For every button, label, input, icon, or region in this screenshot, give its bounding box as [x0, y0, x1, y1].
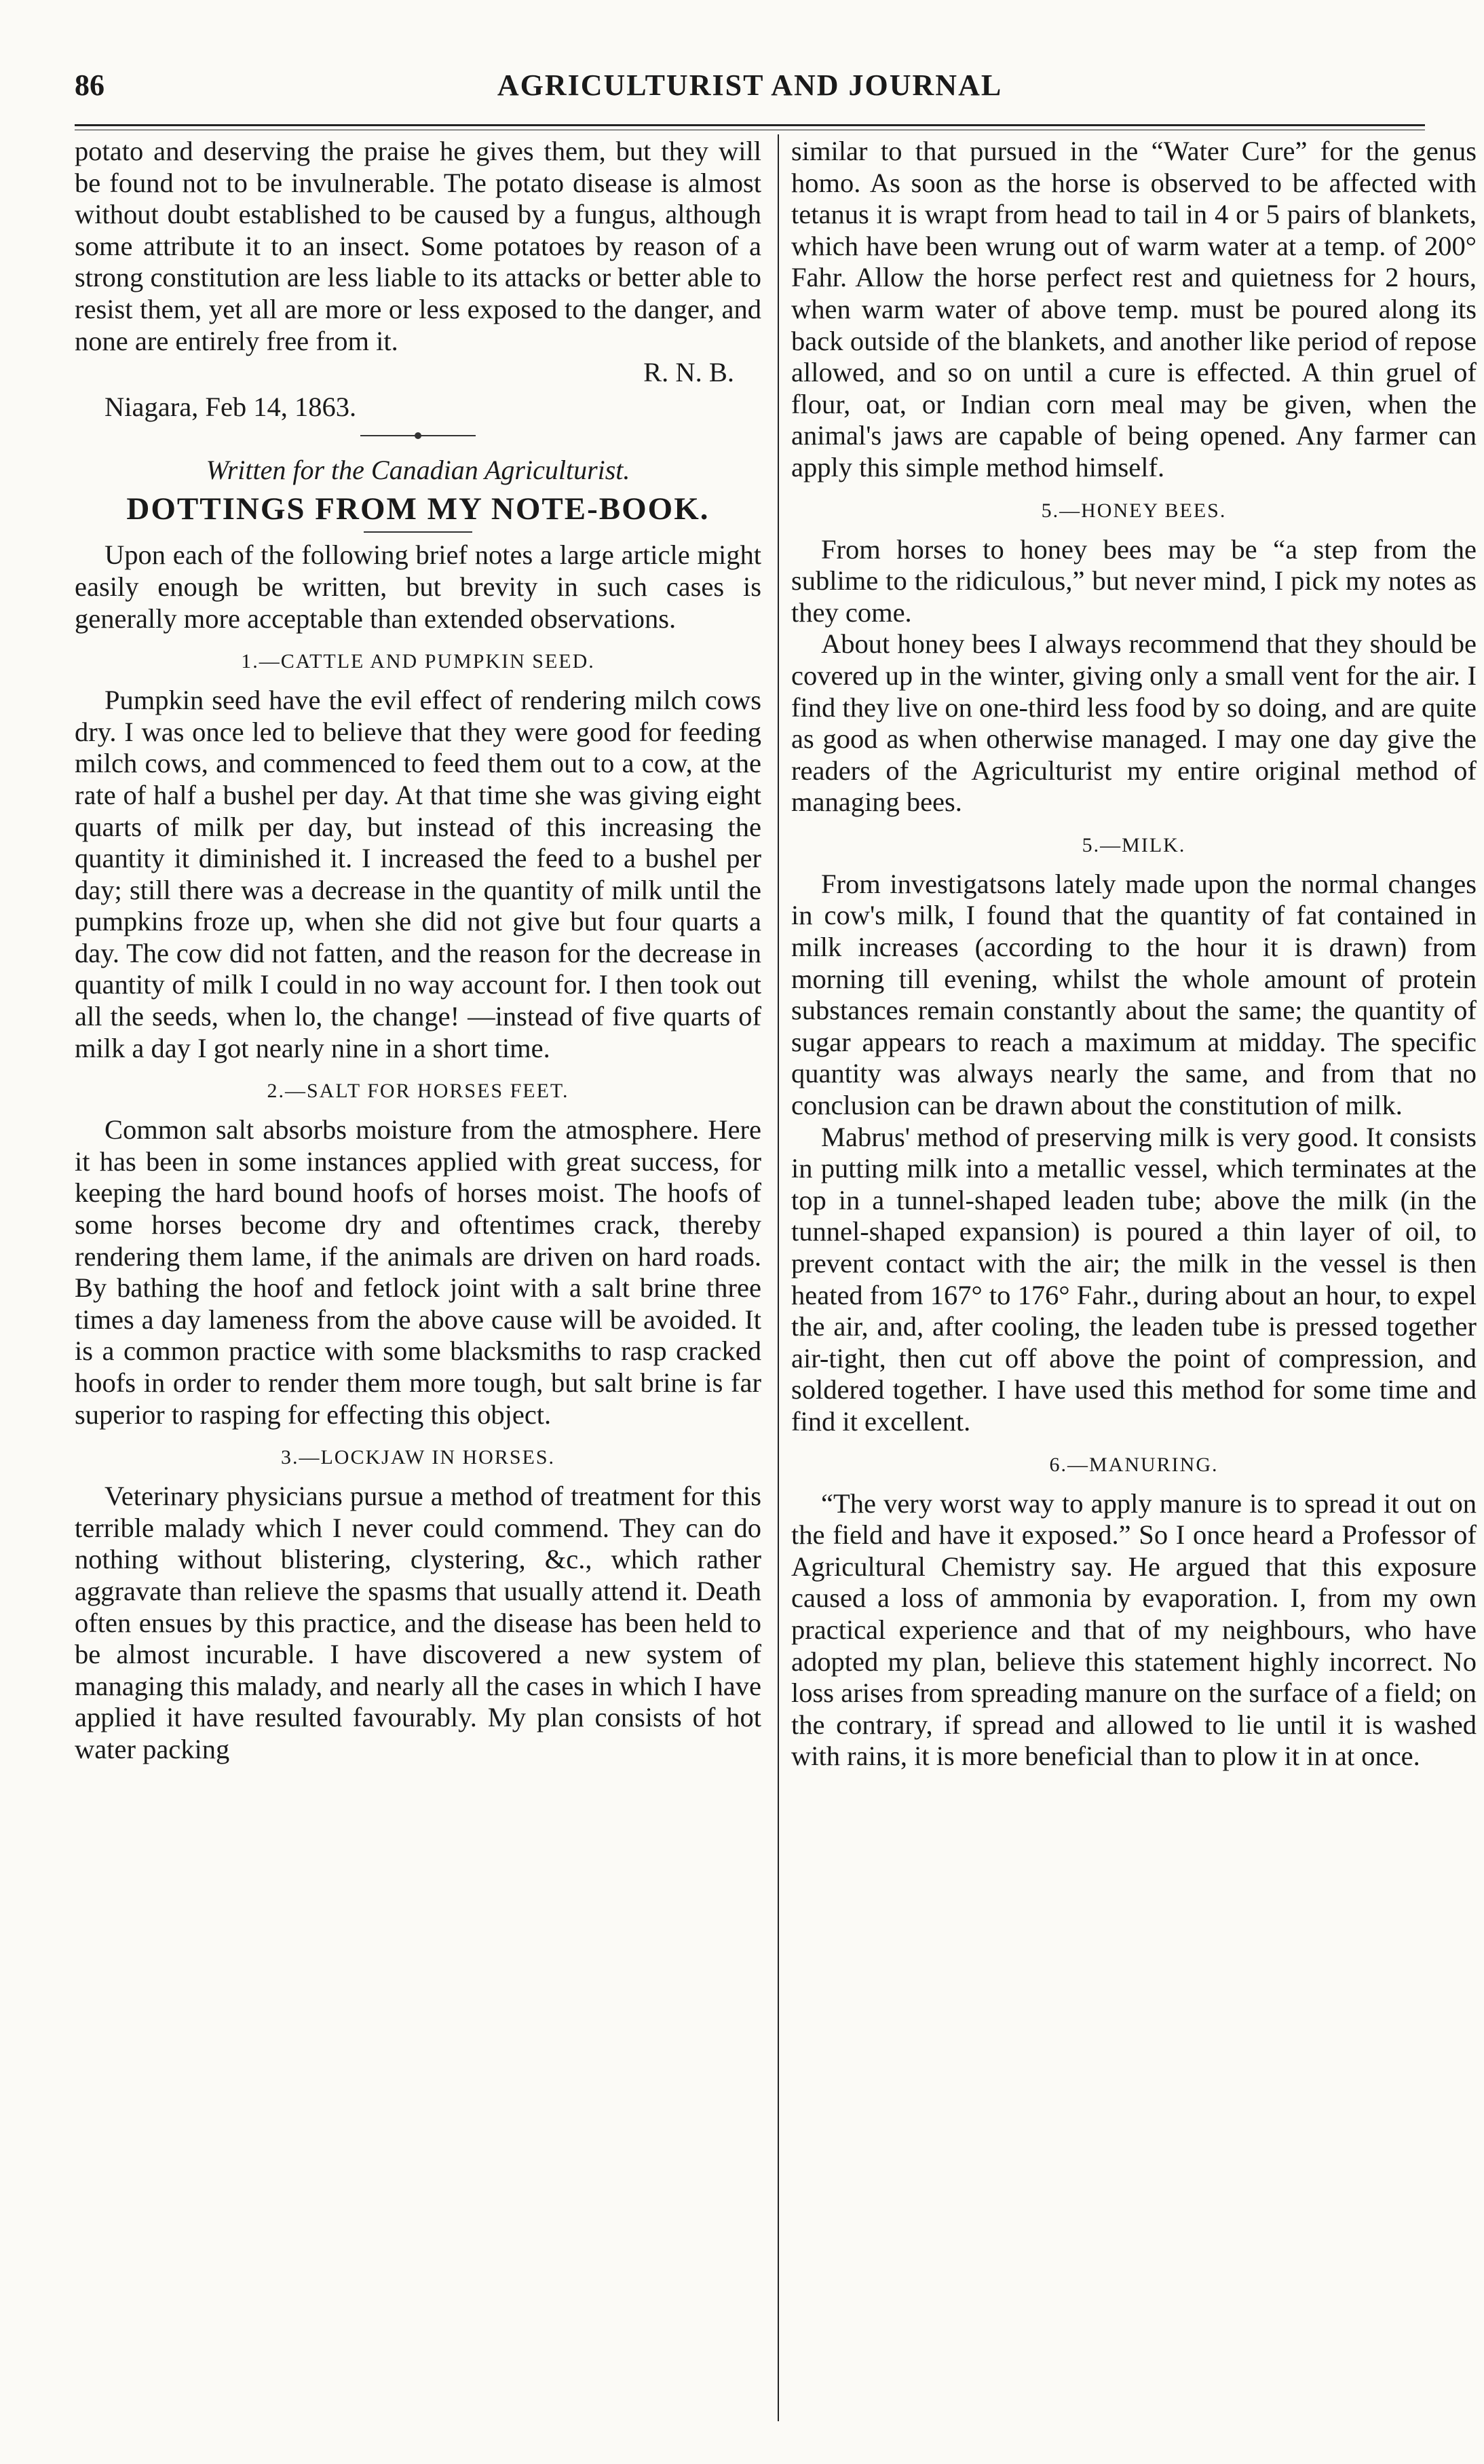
place-date: Niagara, Feb 14, 1863.: [104, 391, 357, 422]
section-paragraph: Veterinary physicians pursue a method of treatment for this terrible malady which I never could commend. They can do nothing without blistering, clystering, &c., which rather aggravate than relieve the spasms that usually attend it. Death often ensues by this practice, and the disease has been held to be almost incurable. I have discovered a new system of managing this malady, and nearly all the cases in which I have applied it have resulted favourably. My plan consists of hot water packing: [75, 1481, 761, 1764]
section-paragraph: From investigatsons lately made upon the normal changes in cow's milk, I found that the quantity of fat contained in milk increases (according to the hour it is drawn) from morning till evening, whilst the whole amount of protein substances remain constantly about the same; the quantity of sugar appears to reach a maximum at midday. The specific quantity was always nearly the same, and from that no conclusion can be drawn about the constitution of milk.: [791, 868, 1477, 1121]
section-paragraph: About honey bees I always recommend that they should be covered up in the winter, giving only a small vent for the air. I find they live on one-third less food by so doing, and are quite as good as when otherwise managed. I may one day give the readers of the Agriculturist my entire original method of managing bees.: [791, 628, 1477, 818]
section-paragraph: From horses to honey bees may be “a step from the sublime to the ridiculous,” but never mind, I pick my notes as they come.: [791, 533, 1477, 628]
header-rule: [75, 124, 1425, 126]
section-heading: 5.—HONEY BEES.: [1041, 499, 1227, 522]
ornament-dot: [415, 432, 421, 439]
right-column: [791, 136, 1477, 1773]
section-heading: 1.—CATTLE AND PUMPKIN SEED.: [241, 650, 595, 673]
byline: Written for the Canadian Agriculturist.: [206, 455, 630, 486]
section-heading: 5.—MILK.: [1082, 833, 1186, 856]
section-paragraph: Pumpkin seed have the evil effect of rendering milch cows dry. I was once led to believe that they were good for feeding milch cows, and commenced to feed them out to a cow, at the rate of half a bushel per day. At that time she was giving eight quarts of milk per day, but instead of this increasing the quantity it diminished it. I increased the feed to a bushel per day; still there was a decrease in the quantity of milk until the pumpkins froze up, when she did not give but four quarts a day. The cow did not fatten, and the reason for the decrease in quantity of milk I could in no way account for. I then took out all the seeds, when lo, the change! —instead of five quarts of milk a day I got nearly nine in a short time.: [75, 685, 761, 1063]
section-paragraph: Mabrus' method of preserving milk is very good. It consists in putting milk into a metallic vessel, which terminates at the top in a tunnel-shaped leaden tube; above the milk (in the tunnel-shaped expansion) is poured a thin layer of oil, to prevent contact with the air; the milk in the vessel is then heated from 167° to 176° Fahr., during about an hour, to expel the air, and, after cooling, the leaden tube is pressed together air-tight, then cut off above the point of compression, and soldered together. I have used this method for some time and find it excellent.: [791, 1121, 1477, 1437]
left-column: [75, 136, 761, 1766]
title-rule: [364, 531, 472, 533]
page-number: 86: [75, 69, 104, 102]
signature: R. N. B.: [643, 357, 734, 388]
section-paragraph: “The very worst way to apply manure is to spread it out on the field and have it exposed.” So I once heard a Professor of Agricultural Chemistry say. He argued that this exposure caused a loss of ammonia by evaporation. I, from my own practical experience and that of my neighbours, who have adopted my plan, believe this statement highly incorrect. No loss arises from spreading manure on the surface of a field; on the contrary, if spread and allowed to lie until it is washed with rains, it is more beneficial than to plow it in at once.: [791, 1487, 1477, 1772]
page-header: [75, 68, 1425, 115]
running-title: AGRICULTURIST AND JOURNAL: [497, 69, 1003, 102]
column-divider: [778, 134, 779, 2421]
section-heading: 6.—MANURING.: [1049, 1453, 1219, 1476]
right-continuation: similar to that pursued in the “Water Cure” for the genus homo. As soon as the horse is observed to be affected with tetanus it is wrapt from head to tail in 4 or 5 pairs of blankets, which have been wrung out of warm water at a temp. of 200° Fahr. Allow the horse perfect rest and quietness for 2 hours, when warm water of above temp. must be poured along its back outside of the blankets, and another like period of repose allowed, and so on until a cure is effected. A thin gruel of flour, oat, or Indian corn meal may be given, when the animal's jaws are capable of being opened. Any farmer can apply this simple method himself.: [791, 136, 1477, 482]
article-intro: Upon each of the following brief notes a large article might easily enough be written, but brevity in such cases is generally more acceptable than extended observations.: [75, 539, 761, 634]
article-title: DOTTINGS FROM MY NOTE-BOOK.: [126, 491, 710, 527]
section-heading: 2.—SALT FOR HORSES FEET.: [267, 1080, 569, 1103]
section-paragraph: Common salt absorbs moisture from the atmosphere. Here it has been in some instances applied with great success, for keeping the hard bound hoofs of horses moist. The hoofs of some horses become dry and oftentimes crack, thereby rendering them lame, if the animals are driven on hard roads. By bathing the hoof and fetlock joint with a salt brine three times a day lameness from the above cause will be avoided. It is a common practice with some blacksmiths to rasp cracked hoofs in order to render them more tough, but salt brine is far superior to rasping for effecting this object.: [75, 1114, 761, 1430]
intro-continuation: potato and deserving the praise he gives them, but they will be found not to be invulnerable. The potato disease is almost without doubt established to be caused by a fungus, although some attribute it to an insect. Some potatoes by reason of a strong constitution are less liable to its attacks or better able to resist them, yet all are more or less exposed to the danger, and none are entirely free from it.: [75, 136, 761, 356]
ornament-divider: [360, 435, 476, 439]
section-heading: 3.—LOCKJAW IN HORSES.: [280, 1446, 556, 1469]
